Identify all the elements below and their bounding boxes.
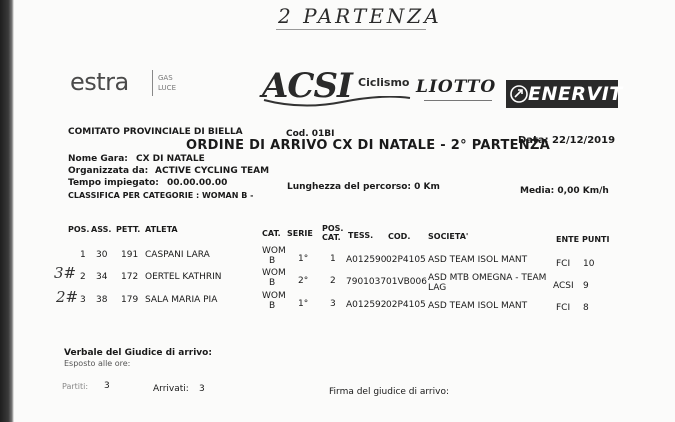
row-pos-cat: 1: [330, 254, 336, 264]
row-pos: 3: [80, 295, 86, 305]
row-series: 1°: [298, 299, 309, 309]
judge-report-label: Verbale del Giudice di arrivo:: [64, 348, 212, 358]
col-cod: COD.: [388, 232, 411, 241]
row-series: 2°: [298, 276, 309, 286]
row-pett: 172: [121, 272, 139, 282]
organizer-label: Organizzata da:: [68, 166, 149, 176]
col-cat: CAT.: [262, 229, 281, 238]
row-ass: 34: [96, 272, 108, 282]
arrived-label: Arrivati:: [153, 384, 189, 394]
time-label: Tempo impiegato:: [68, 178, 159, 188]
posted-time-label: Esposto alle ore:: [64, 359, 131, 368]
race-code: Cod. 01BI: [286, 129, 335, 139]
estra-divider: [152, 70, 153, 96]
row-cod: 02P4105: [386, 300, 426, 310]
classification: CLASSIFICA PER CATEGORIE : WOMAN B -: [68, 191, 254, 200]
race-date: Data: 22/12/2019: [518, 135, 616, 146]
row-ente: FCI: [556, 259, 571, 269]
row-cod: 02P4105: [386, 255, 426, 265]
row-points: 8: [583, 303, 589, 313]
col-pett: PETT.: [116, 225, 141, 234]
row-society: ASD TEAM ISOL MANT: [428, 255, 528, 265]
row-cat-line1: WOM: [262, 246, 286, 256]
course-length: Lunghezza del percorso: 0 Km: [287, 182, 440, 192]
judge-signature-label: Firma del giudice di arrivo:: [329, 387, 449, 397]
handwritten-heading: 2 PARTENZA: [278, 4, 442, 28]
liotto-underline: [424, 100, 492, 101]
row-pett: 179: [121, 295, 139, 305]
row-pett: 191: [121, 250, 139, 260]
liotto-logo: [416, 77, 496, 97]
arrived-count: 3: [199, 384, 205, 394]
col-tess: TESS.: [348, 231, 374, 240]
col-points: PUNTI: [582, 235, 610, 244]
acsi-logo-text: ACSI: [262, 66, 352, 106]
row-pos-cat: 2: [330, 276, 336, 286]
enervit-logo: [506, 80, 623, 108]
row-tess: A012590: [346, 255, 387, 265]
started-count: 3: [104, 381, 110, 391]
estra-luce: LUCE: [158, 84, 176, 92]
row-society: ASD TEAM ISOL MANT: [428, 301, 528, 311]
col-ente: ENTE: [556, 235, 580, 244]
row-series: 1°: [298, 254, 309, 264]
handwritten-mark: 2#: [56, 288, 79, 306]
row-cat-line1: WOM: [262, 291, 286, 301]
row-athlete: SALA MARIA PIA: [145, 295, 218, 305]
acsi-ciclismo: Ciclismo: [358, 76, 410, 89]
race-name: CX DI NATALE: [136, 154, 205, 164]
row-cat-line2: B: [269, 278, 276, 288]
row-points: 10: [583, 259, 595, 269]
row-society: ASD MTB OMEGNA - TEAM: [428, 273, 547, 283]
row-athlete: OERTEL KATHRIN: [145, 272, 222, 282]
enervit-arrow-icon: [510, 85, 528, 103]
row-pos-cat: 3: [330, 299, 336, 309]
estra-logo: [70, 68, 129, 96]
estra-logo-text: estra: [70, 68, 129, 96]
row-ente: FCI: [556, 303, 571, 313]
race-name-label: Nome Gara:: [68, 154, 128, 164]
col-pos-cat-2: CAT.: [322, 233, 341, 242]
col-athlete: ATLETA: [145, 225, 178, 234]
average-speed: Media: 0,00 Km/h: [520, 186, 609, 196]
started-label: Partiti:: [62, 382, 89, 391]
row-cat-line2: B: [269, 256, 276, 266]
row-points: 9: [583, 281, 589, 291]
row-tess: 7901037: [346, 277, 387, 287]
row-tess: A012592: [346, 300, 387, 310]
row-pos: 1: [80, 250, 86, 260]
organizer: ACTIVE CYCLING TEAM: [155, 166, 270, 176]
col-pos-cat-1: POS.: [322, 224, 344, 233]
page-title: ORDINE DI ARRIVO CX DI NATALE - 2° PARTENZA: [186, 138, 551, 153]
acsi-swoosh-icon: [262, 96, 412, 108]
row-cat-line2: B: [269, 301, 276, 311]
enervit-logo-text: ENERVIT: [528, 83, 623, 105]
row-cat-line1: WOM: [262, 268, 286, 278]
col-pos: POS.: [68, 225, 90, 234]
handwritten-underline: [276, 29, 426, 30]
committee: COMITATO PROVINCIALE DI BIELLA: [68, 127, 243, 137]
estra-gas: GAS: [158, 74, 173, 82]
handwritten-mark: 3#: [54, 264, 77, 282]
col-ass: ASS.: [91, 225, 112, 234]
col-society: SOCIETA': [428, 232, 469, 241]
row-athlete: CASPANI LARA: [145, 250, 210, 260]
row-society-line2: LAG: [428, 283, 447, 293]
time-value: 00.00.00.00: [167, 178, 228, 188]
row-ass: 30: [96, 250, 108, 260]
scan-edge-shadow: [0, 0, 14, 422]
row-cod: 01VB006: [386, 277, 427, 287]
row-ente: ACSI: [553, 281, 574, 291]
row-pos: 2: [80, 272, 86, 282]
col-series: SERIE: [287, 229, 313, 238]
liotto-logo-text: LIOTTO: [416, 77, 497, 97]
row-ass: 38: [96, 295, 108, 305]
